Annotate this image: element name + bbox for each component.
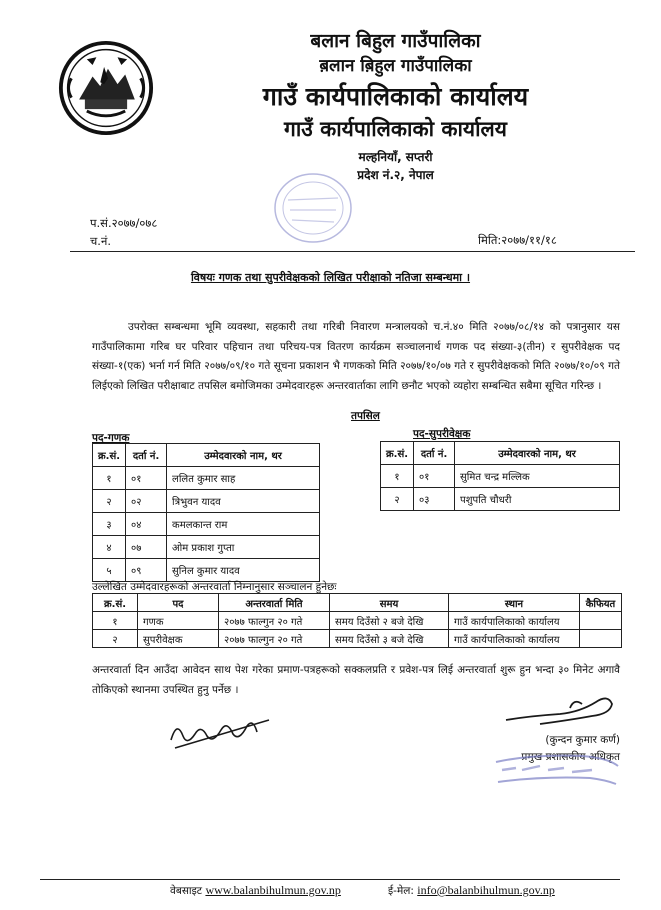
header-divider <box>70 251 635 252</box>
cell-sn: ३ <box>93 513 126 536</box>
reference-number: प.सं.२०७७/०७८ <box>90 216 158 230</box>
cell-candidate-name: ललित कुमार साह <box>167 467 320 490</box>
cell-time: समय दिउँसो २ बजे देखि <box>330 612 449 630</box>
dispatch-number: च.नं. <box>90 234 111 248</box>
table-row <box>381 488 620 511</box>
ganak-candidates-table <box>92 443 320 582</box>
cell-sn: १ <box>381 465 414 488</box>
cell-sn: १ <box>93 467 126 490</box>
cell-candidate-name: कमलकान्त राम <box>167 513 320 536</box>
table-header-row <box>381 442 620 465</box>
cell-reg-no: ०४ <box>126 513 167 536</box>
cell-sn: २ <box>93 490 126 513</box>
reference-block <box>90 214 157 250</box>
supervisor-table-caption: पद-सुपरीवेक्षक <box>413 428 471 440</box>
col-remarks: कैफियत <box>580 594 622 612</box>
office-name: गाउँ कार्यपालिकाको कार्यालय <box>262 82 529 111</box>
cell-interview-date: २०७७ फाल्गुन २० गते <box>219 612 330 630</box>
subject-text: विषयः गणक तथा सुपरीवेक्षकको लिखित परीक्षाको नतिजा सम्बन्धमा । <box>190 271 471 284</box>
cell-venue: गाउँ कार्यपालिकाको कार्यालय <box>449 612 580 630</box>
letter-date: मिति:२०७७/११/१८ <box>478 233 557 247</box>
cell-post: सुपरीवेक्षक <box>138 630 219 648</box>
col-sn: क्र.सं. <box>93 444 126 467</box>
cell-candidate-name: ओम प्रकाश गुप्ता <box>167 536 320 559</box>
table-row <box>381 465 620 488</box>
cell-sn: २ <box>381 488 414 511</box>
body-paragraph: उपरोक्त सम्बन्धमा भूमि व्यवस्था, सहकारी तथा गरिबी निवारण मन्त्रालयको च.नं.४० मिति २०७७/०८/१४ को पत्रानुसार यस गाउँपालिकामा गरिब घर परिवार पहिचान तथा परिचय-पत्र वितरण कार्यक्रम सञ्चालनार्थ गणक पद संख्या-३(तीन) र सुपरीवेक्षक पद संख्या-१(एक) भर्ना गर्न मिति २०७७/०९/१० गते सूचना प्रकाशन भै गणकको मिति २०७७/१०/०७ गते र सुपरीवेक्षकको मिति २०७७/१०/०९ गते लिईएको लिखित परीक्षाबाट तपसिल बमोजिमका उम्मेदवारहरू अन्तरवार्ताका लागि छनौट भएको व्यहोरा सम्बन्धित सबैमा सूचित गरिन्छ । <box>92 321 620 392</box>
cell-time: समय दिउँसो ३ बजे देखि <box>330 630 449 648</box>
schedule-heading: तपसिल <box>351 410 380 422</box>
cell-post: गणक <box>138 612 219 630</box>
cell-interview-date: २०७७ फाल्गुन २० गते <box>219 630 330 648</box>
cell-reg-no: ०१ <box>414 465 455 488</box>
cell-venue: गाउँ कार्यपालिकाको कार्यालय <box>449 630 580 648</box>
office-location: मल्हनियाँ, सप्तरी <box>358 150 433 164</box>
cell-reg-no: ०३ <box>414 488 455 511</box>
signer-name: (कुन्दन कुमार कर्ण) <box>545 734 620 746</box>
table-row <box>93 630 622 648</box>
office-province: प्रदेश नं.२, नेपाल <box>357 168 434 182</box>
table-row <box>93 612 622 630</box>
closing-paragraph: अन्तरवार्ता दिन आउँदा आवेदन साथ पेश गरेका प्रमाण-पत्रहरूको सक्कलप्रति र प्रवेश-पत्र लिई अन्तरवार्ता शुरू हुन भन्दा ३० मिनेट अगावै तोकिएको स्थानमा उपस्थित हुनु पर्नेछ । <box>92 664 620 696</box>
col-reg-no: दर्ता नं. <box>414 442 455 465</box>
col-candidate-name: उम्मेदवारको नाम, थर <box>167 444 320 467</box>
cell-sn: १ <box>93 612 138 630</box>
municipality-name: बलान बिहुल गाउँपालिका <box>310 30 481 52</box>
cell-remarks <box>580 630 622 648</box>
col-post: पद <box>138 594 219 612</box>
website-label: वेबसाइट <box>170 885 203 897</box>
nepal-emblem-logo <box>58 40 154 136</box>
signer-title: प्रमुख प्रशासकीय अधिकृत <box>521 751 620 763</box>
municipality-name-maithili: ब़लान ब़िहुल गाउँपालिका <box>319 56 472 76</box>
table-row <box>93 467 320 490</box>
table-header-row <box>93 594 622 612</box>
website-link[interactable]: www.balanbihulmun.gov.np <box>205 883 341 897</box>
col-venue: स्थान <box>449 594 580 612</box>
cell-candidate-name: त्रिभुवन यादव <box>167 490 320 513</box>
cell-sn: २ <box>93 630 138 648</box>
col-sn: क्र.सं. <box>93 594 138 612</box>
officer-signature <box>500 690 620 730</box>
cell-candidate-name: पशुपति चौधरी <box>455 488 620 511</box>
table-row <box>93 490 320 513</box>
supervisor-candidates-table <box>380 441 620 511</box>
cell-reg-no: ०९ <box>126 559 167 582</box>
table-header-row <box>93 444 320 467</box>
col-sn: क्र.सं. <box>381 442 414 465</box>
cell-candidate-name: सुमित चन्द्र मल्लिक <box>455 465 620 488</box>
office-stamp <box>270 168 356 248</box>
handwritten-initials <box>165 706 275 754</box>
cell-sn: ५ <box>93 559 126 582</box>
cell-remarks <box>580 612 622 630</box>
cell-reg-no: ०२ <box>126 490 167 513</box>
footer-website <box>170 883 341 898</box>
cell-reg-no: ०१ <box>126 467 167 490</box>
email-link[interactable]: info@balanbihulmun.gov.np <box>417 883 555 897</box>
col-candidate-name: उम्मेदवारको नाम, थर <box>455 442 620 465</box>
col-reg-no: दर्ता नं. <box>126 444 167 467</box>
cell-sn: ४ <box>93 536 126 559</box>
table-row <box>93 536 320 559</box>
cell-reg-no: ०७ <box>126 536 167 559</box>
email-label: ई-मेल: <box>388 885 414 897</box>
office-header <box>150 28 641 184</box>
footer-email <box>388 883 555 898</box>
officer-name-stamp <box>492 748 622 794</box>
col-time: समय <box>330 594 449 612</box>
table-row <box>93 513 320 536</box>
office-name-maithili: गाउँ कार्यपालिकाको कार्यालय <box>284 116 507 141</box>
footer-divider <box>40 879 620 880</box>
interview-intro: उल्लेखित उम्मेदवारहरूको अन्तरवार्ता निम्नानुसार सञ्चालन हुनेछः <box>92 581 337 593</box>
interview-schedule-table <box>92 593 622 648</box>
table-row <box>93 559 320 582</box>
col-interview-date: अन्तरवार्ता मिति <box>219 594 330 612</box>
ganak-table-caption: पद-गणक <box>92 432 130 444</box>
cell-candidate-name: सुनिल कुमार यादव <box>167 559 320 582</box>
subject-line <box>0 270 661 285</box>
